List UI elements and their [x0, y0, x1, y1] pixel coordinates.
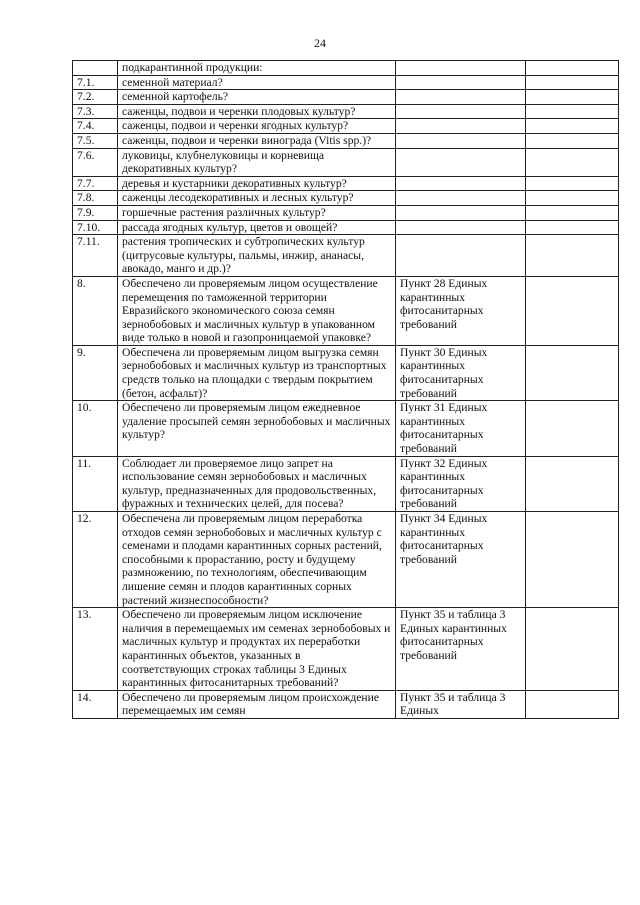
row-requirement-reference: Пункт 28 Единых карантинных фитосанитарных требований: [396, 276, 526, 345]
row-mark: [526, 90, 619, 105]
row-mark: [526, 608, 619, 691]
row-requirement-reference: Пункт 31 Единых карантинных фитосанитарных требований: [396, 401, 526, 456]
row-number: 11.: [73, 456, 118, 511]
row-question: саженцы лесодекоративных и лесных культур?: [118, 191, 396, 206]
row-requirement-reference: [396, 61, 526, 76]
row-requirement-reference: [396, 176, 526, 191]
row-requirement-reference: [396, 191, 526, 206]
table-row: [73, 608, 619, 691]
row-mark: [526, 176, 619, 191]
row-requirement-reference: [396, 235, 526, 277]
row-number: 10.: [73, 401, 118, 456]
row-requirement-reference: [396, 104, 526, 119]
row-number: 8.: [73, 276, 118, 345]
row-number: 7.11.: [73, 235, 118, 277]
table-row: [73, 119, 619, 134]
row-question: Обеспечено ли проверяемым лицом происхождение перемещаемых им семян: [118, 690, 396, 718]
table-row: [73, 690, 619, 718]
row-requirement-reference: [396, 148, 526, 176]
row-mark: [526, 133, 619, 148]
row-requirement-reference: Пункт 35 и таблица 3 Единых карантинных фитосанитарных требований: [396, 608, 526, 691]
row-requirement-reference: [396, 205, 526, 220]
row-number: [73, 61, 118, 76]
row-mark: [526, 119, 619, 134]
table-row: [73, 456, 619, 511]
row-requirement-reference: [396, 75, 526, 90]
table-row: [73, 512, 619, 608]
row-mark: [526, 220, 619, 235]
row-number: 12.: [73, 512, 118, 608]
table-row: [73, 191, 619, 206]
row-question: Обеспечено ли проверяемым лицом исключение наличия в перемещаемых им семенах зернобобовых и масличных культур и продуктах их переработки карантинных объектов, указанных в соответствующих строках таблицы 3 Единых карантинных фитосанитарных требований?: [118, 608, 396, 691]
row-number: 13.: [73, 608, 118, 691]
row-question: Обеспечена ли проверяемым лицом переработка отходов семян зернобобовых и масличных культур с семенами и плодами карантинных сорных растений, способными к прорастанию, росту и будущему размножению, по технологиям, обеспечивающим лишение семян и плодов карантинных сорных растений жизнеспособности?: [118, 512, 396, 608]
row-mark: [526, 345, 619, 400]
row-question: саженцы, подвои и черенки плодовых культур?: [118, 104, 396, 119]
row-mark: [526, 148, 619, 176]
checklist-body: [73, 61, 619, 719]
table-row: [73, 345, 619, 400]
row-requirement-reference: Пункт 30 Единых карантинных фитосанитарных требований: [396, 345, 526, 400]
row-requirement-reference: [396, 220, 526, 235]
row-mark: [526, 456, 619, 511]
row-question: растения тропических и субтропических культур (цитрусовые культуры, пальмы, инжир, ананасы, авокадо, манго и др.)?: [118, 235, 396, 277]
row-mark: [526, 235, 619, 277]
row-number: 9.: [73, 345, 118, 400]
row-number: 7.1.: [73, 75, 118, 90]
row-requirement-reference: Пункт 32 Единых карантинных фитосанитарных требований: [396, 456, 526, 511]
row-mark: [526, 205, 619, 220]
row-question: Обеспечено ли проверяемым лицом осуществление перемещения по таможенной территории Евразийского экономического союза семян зернобобовых и масличных культур в упакованном виде только в новой и газопроницаемой упаковке?: [118, 276, 396, 345]
table-row: [73, 148, 619, 176]
row-mark: [526, 512, 619, 608]
row-number: 7.2.: [73, 90, 118, 105]
row-question: семенной материал?: [118, 75, 396, 90]
row-number: 7.7.: [73, 176, 118, 191]
table-row: [73, 235, 619, 277]
row-question: рассада ягодных культур, цветов и овощей?: [118, 220, 396, 235]
checklist-table: [72, 60, 619, 719]
table-row: [73, 133, 619, 148]
row-question: саженцы, подвои и черенки винограда (Vitis spp.)?: [118, 133, 396, 148]
row-requirement-reference: Пункт 35 и таблица 3 Единых: [396, 690, 526, 718]
table-row: [73, 401, 619, 456]
page-number: 24: [314, 36, 326, 50]
table-row: [73, 61, 619, 76]
row-question: семенной картофель?: [118, 90, 396, 105]
row-question: подкарантинной продукции:: [118, 61, 396, 76]
table-row: [73, 205, 619, 220]
row-question: саженцы, подвои и черенки ягодных культур?: [118, 119, 396, 134]
row-number: 7.10.: [73, 220, 118, 235]
checklist-table-container: [72, 60, 618, 719]
row-requirement-reference: Пункт 34 Единых карантинных фитосанитарных требований: [396, 512, 526, 608]
row-requirement-reference: [396, 119, 526, 134]
row-mark: [526, 690, 619, 718]
table-row: [73, 276, 619, 345]
row-mark: [526, 61, 619, 76]
row-number: 14.: [73, 690, 118, 718]
table-row: [73, 220, 619, 235]
table-row: [73, 75, 619, 90]
row-question: Обеспечена ли проверяемым лицом выгрузка семян зернобобовых и масличных культур из транспортных средств только на площадки с твердым покрытием (бетон, асфальт)?: [118, 345, 396, 400]
row-question: горшечные растения различных культур?: [118, 205, 396, 220]
row-requirement-reference: [396, 90, 526, 105]
table-row: [73, 176, 619, 191]
row-requirement-reference: [396, 133, 526, 148]
row-number: 7.5.: [73, 133, 118, 148]
row-number: 7.9.: [73, 205, 118, 220]
row-mark: [526, 191, 619, 206]
table-row: [73, 90, 619, 105]
row-mark: [526, 401, 619, 456]
row-question: луковицы, клубнелуковицы и корневища декоративных культур?: [118, 148, 396, 176]
row-mark: [526, 75, 619, 90]
row-question: деревья и кустарники декоративных культур?: [118, 176, 396, 191]
table-row: [73, 104, 619, 119]
row-number: 7.4.: [73, 119, 118, 134]
row-question: Обеспечено ли проверяемым лицом ежедневное удаление просыпей семян зернобобовых и масличных культур?: [118, 401, 396, 456]
row-question: Соблюдает ли проверяемое лицо запрет на использование семян зернобобовых и масличных культур, предназначенных для продовольственных, фуражных и технических целей, для посева?: [118, 456, 396, 511]
row-number: 7.6.: [73, 148, 118, 176]
row-mark: [526, 104, 619, 119]
row-number: 7.8.: [73, 191, 118, 206]
row-number: 7.3.: [73, 104, 118, 119]
row-mark: [526, 276, 619, 345]
